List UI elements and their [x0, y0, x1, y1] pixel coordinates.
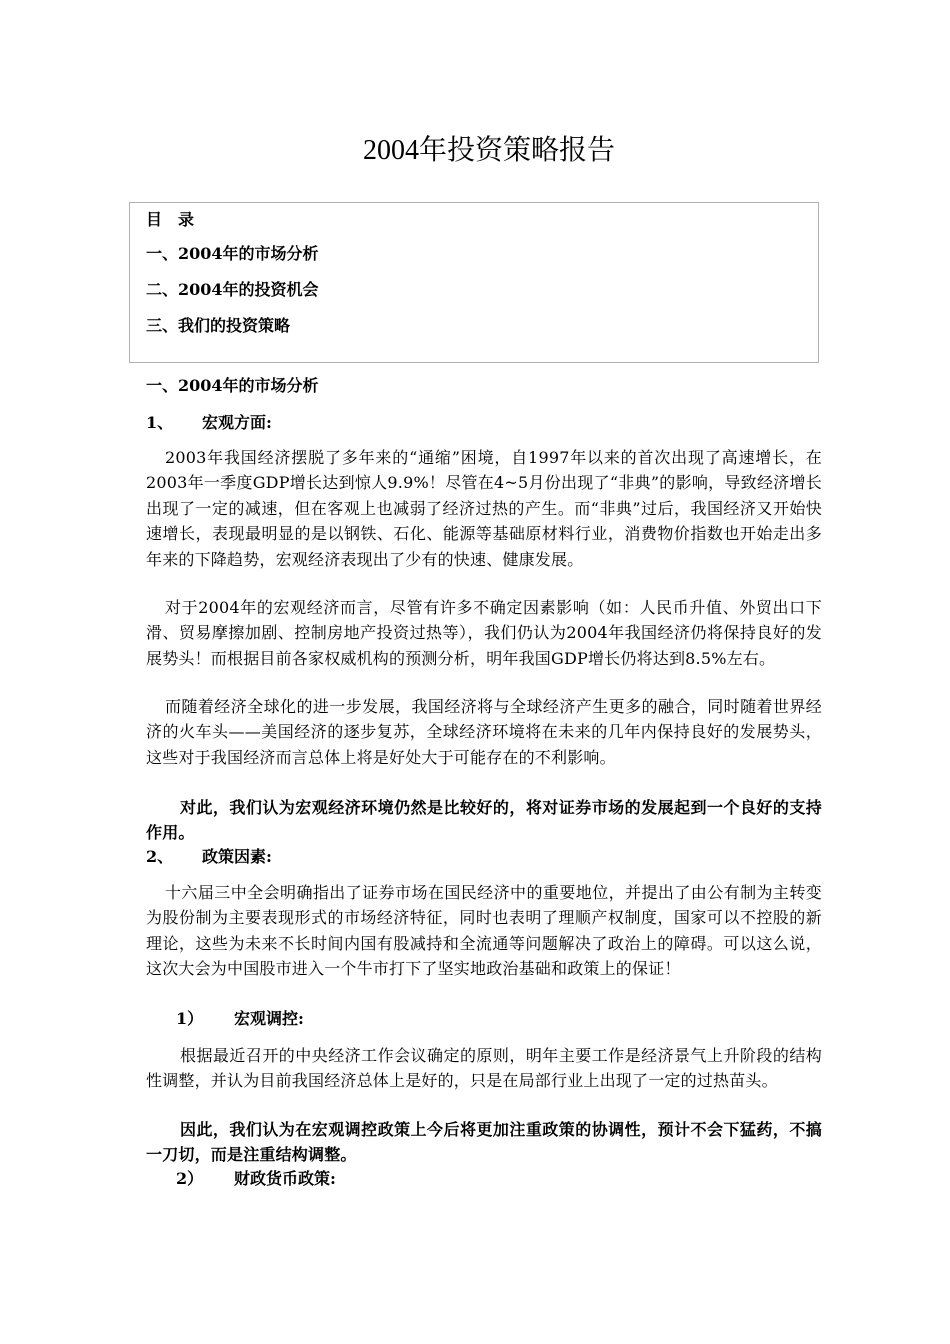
table-of-contents	[129, 202, 819, 363]
subsection-label: 政策因素:	[202, 847, 272, 866]
paragraph-macro-2003: 2003年我国经济摆脱了多年来的“通缩”困境，自1997年以来的首次出现了高速增长，在2003年一季度GDP增长达到惊人9.9%！尽管在4~5月份出现了“非典”的影响，导致经济增长出现了一定的减速，但在客观上也减弱了经济过热的产生。而“非典”过后，我国经济又开始快速增长，表现最明显的是以钢铁、石化、能源等基础原材料行业，消费物价指数也开始走出多年来的下降趋势，宏观经济表现出了少有的快速、健康发展。	[146, 448, 822, 569]
item-heading-fiscal-monetary	[176, 1168, 336, 1190]
subsection-heading-macro	[146, 412, 272, 434]
subsection-heading-policy	[146, 846, 272, 868]
item-heading-macro-control	[176, 1008, 304, 1030]
toc-item-market-analysis[interactable]: 一、2004年的市场分析	[146, 244, 319, 263]
item-label: 宏观调控:	[234, 1009, 304, 1028]
paragraph-macro-control-conclusion: 因此，我们认为在宏观调控政策上今后将更加注重政策的协调性，预计不会下猛药，不搞一刀切，而是注重结构调整。	[146, 1120, 822, 1165]
paragraph-macro-control: 根据最近召开的中央经济工作会议确定的原则，明年主要工作是经济景气上升阶段的结构性调整，并认为目前我国经济总体上是好的，只是在局部行业上出现了一定的过热苗头。	[146, 1046, 822, 1091]
toc-heading: 目 录	[146, 210, 195, 229]
item-number: 2）	[176, 1169, 204, 1188]
section-heading-market-analysis: 一、2004年的市场分析	[146, 376, 319, 395]
paragraph-macro-2004: 对于2004年的宏观经济而言，尽管有许多不确定因素影响（如：人民币升值、外贸出口下滑、贸易摩擦加剧、控制房地产投资过热等），我们仍认为2004年我国经济仍将保持良好的发展势头！而根据目前各家权威机构的预测分析，明年我国GDP增长仍将达到8.5%左右。	[146, 598, 822, 668]
paragraph-macro-conclusion: 对此，我们认为宏观经济环境仍然是比较好的，将对证券市场的发展起到一个良好的支持作用。	[146, 798, 822, 843]
subsection-number: 2、	[146, 847, 174, 866]
paragraph-policy-plenum: 十六届三中全会明确指出了证券市场在国民经济中的重要地位，并提出了由公有制为主转变为股份制为主要表现形式的市场经济特征，同时也表明了理顺产权制度，国家可以不控股的新理论，这些为未来不长时间内国有股减持和全流通等问题解决了政治上的障碍。可以这么说，这次大会为中国股市进入一个牛市打下了坚实地政治基础和政策上的保证！	[146, 883, 822, 979]
toc-item-investment-strategy[interactable]: 三、我们的投资策略	[146, 316, 291, 335]
paragraph-globalization: 而随着经济全球化的进一步发展，我国经济将与全球经济产生更多的融合，同时随着世界经济的火车头——美国经济的逐步复苏，全球经济环境将在未来的几年内保持良好的发展势头，这些对于我国经济而言总体上将是好处大于可能存在的不利影响。	[146, 697, 822, 767]
document-title: 2004年投资策略报告	[362, 135, 615, 166]
item-number: 1）	[176, 1009, 204, 1028]
subsection-label: 宏观方面:	[202, 413, 272, 432]
subsection-number: 1、	[146, 413, 174, 432]
toc-item-investment-opportunity[interactable]: 二、2004年的投资机会	[146, 280, 319, 299]
item-label: 财政货币政策:	[234, 1169, 336, 1188]
